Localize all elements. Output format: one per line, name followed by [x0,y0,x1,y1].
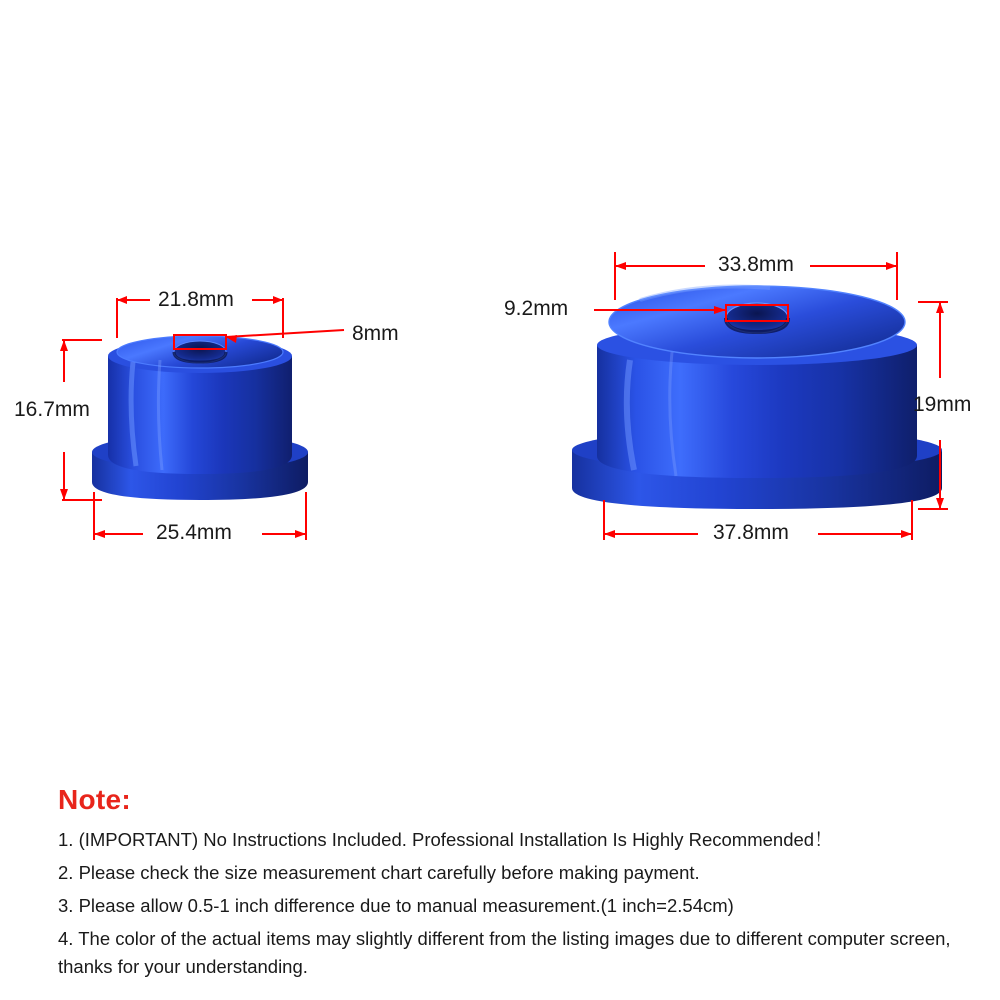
small-bushing-illustration [92,336,308,500]
note-line-4: 4. The color of the actual items may slightly different from the listing images due to different computer screen, thanks for your understanding. [58,928,951,977]
small-base-diameter-label: 25.4mm [156,521,232,544]
note-line-1: 1. (IMPORTANT) No Instructions Included. Professional Installation Is Highly Recommended！ [58,829,833,850]
note-block [58,784,978,981]
large-bore-diameter-label: 9.2mm [504,297,569,320]
note-line-3: 3. Please allow 0.5-1 inch difference due to manual measurement.(1 inch=2.54cm) [58,895,734,916]
large-base-diameter-label: 37.8mm [713,521,789,544]
note-title: Note: [58,784,132,815]
large-height-label: 19mm [913,393,972,416]
small-bore-diameter-label: 8mm [352,322,399,345]
large-bushing-bore [726,303,788,333]
small-top-diameter-label: 21.8mm [158,288,234,311]
small-height-label: 16.7mm [14,398,90,421]
large-bushing-illustration [572,286,942,509]
note-line-2: 2. Please check the size measurement chart carefully before making payment. [58,862,700,883]
large-top-diameter-label: 33.8mm [718,253,794,276]
small-bushing-bore [174,341,226,363]
